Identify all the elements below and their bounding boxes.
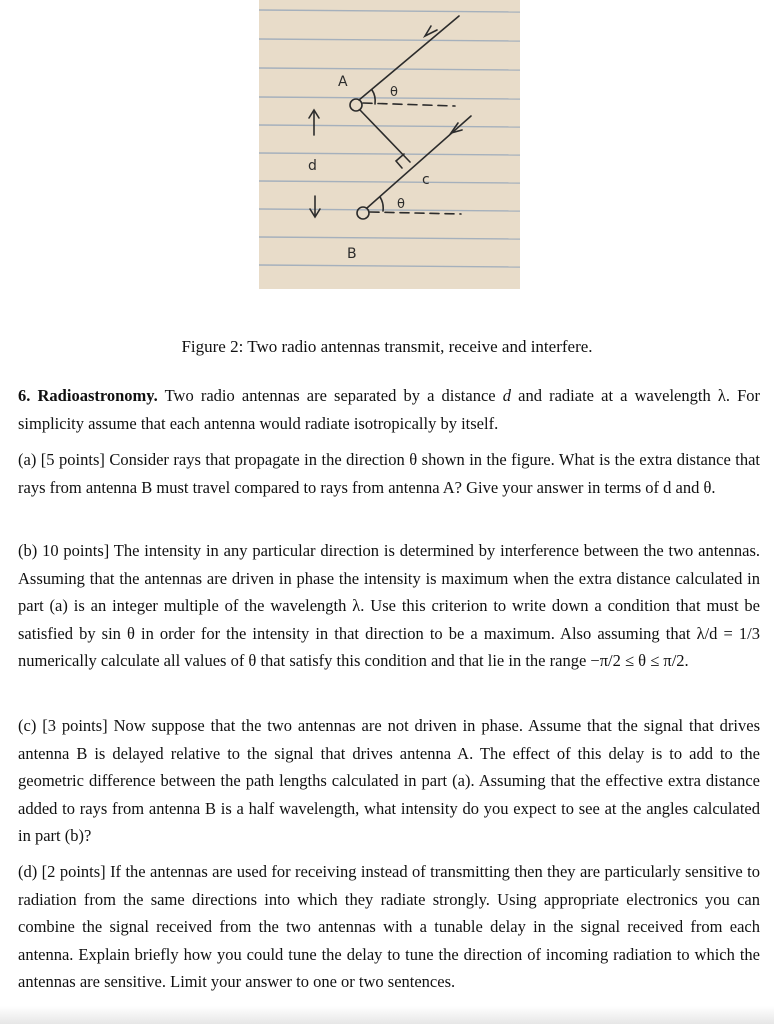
part-b: (b) 10 points] The intensity in any particular direction is determined by interference between the two antennas. Assuming that the antennas are driven in phase the intensity is maximum when the extra distance calculated in part (a) is an integer multiple of the wavelength λ. Use this criterion to write down a condition that must be satisfied by sin θ in order for the intensity in that direction to be a maximum. Also assuming that λ/d = 1/3 numerically calculate all values of θ that satisfy this condition and that lie in the range −π/2 ≤ θ ≤ π/2.: [18, 541, 760, 671]
intro-text-2: and radiate at a wavelength λ. For simplicity assume that each antenna would radiate isotropically by itself.: [18, 386, 761, 433]
figure-caption: Figure 2: Two radio antennas transmit, receive and interfere.: [181, 337, 593, 356]
part-d: (d) [2 points] If the antennas are used for receiving instead of transmitting then they are particularly sensitive to radiation from the same directions into which they radiate strongly. Using appropriate electronics you can combine the signal received from the two antennas with a tunable delay in the signal received from each antenna. Explain briefly how you could tune the delay to tune the direction of incoming radiation to which the antennas are sensitive. Limit your answer to one or two sentences.: [18, 862, 760, 992]
problem-number: 6.: [18, 386, 31, 405]
notebook-paper: [259, 0, 520, 289]
label-d: d: [308, 158, 317, 174]
label-c: c: [422, 172, 430, 188]
problem-intro: [18, 382, 760, 437]
part-a: (a) [5 points] Consider rays that propagate in the direction θ shown in the figure. What is the extra distance that rays from antenna B must travel compared to rays from antenna A? Give your answer in terms of d and θ.: [18, 450, 760, 497]
part-c: (c) [3 points] Now suppose that the two antennas are not driven in phase. Assume that the signal that drives antenna B is delayed relative to the signal that drives antenna A. The effect of this delay is to add to the geometric difference between the path lengths calculated in part (a). Assuming that the effective extra distance added to rays from antenna B is a half wavelength, what intensity do you expect to see at the angles calculated in part (b)?: [18, 716, 760, 846]
intro-variable-d: d: [502, 386, 512, 405]
label-a: A: [338, 74, 348, 90]
figure-photo: [259, 0, 520, 289]
problem-title: Radioastronomy.: [37, 386, 158, 405]
label-theta-a: θ: [390, 85, 398, 100]
antenna-diagram: [259, 0, 520, 289]
label-theta-b: θ: [397, 197, 405, 212]
intro-text-1: Two radio antennas are separated by a distance: [164, 386, 496, 405]
label-b: B: [347, 246, 357, 262]
bottom-shadow: [0, 1006, 774, 1024]
